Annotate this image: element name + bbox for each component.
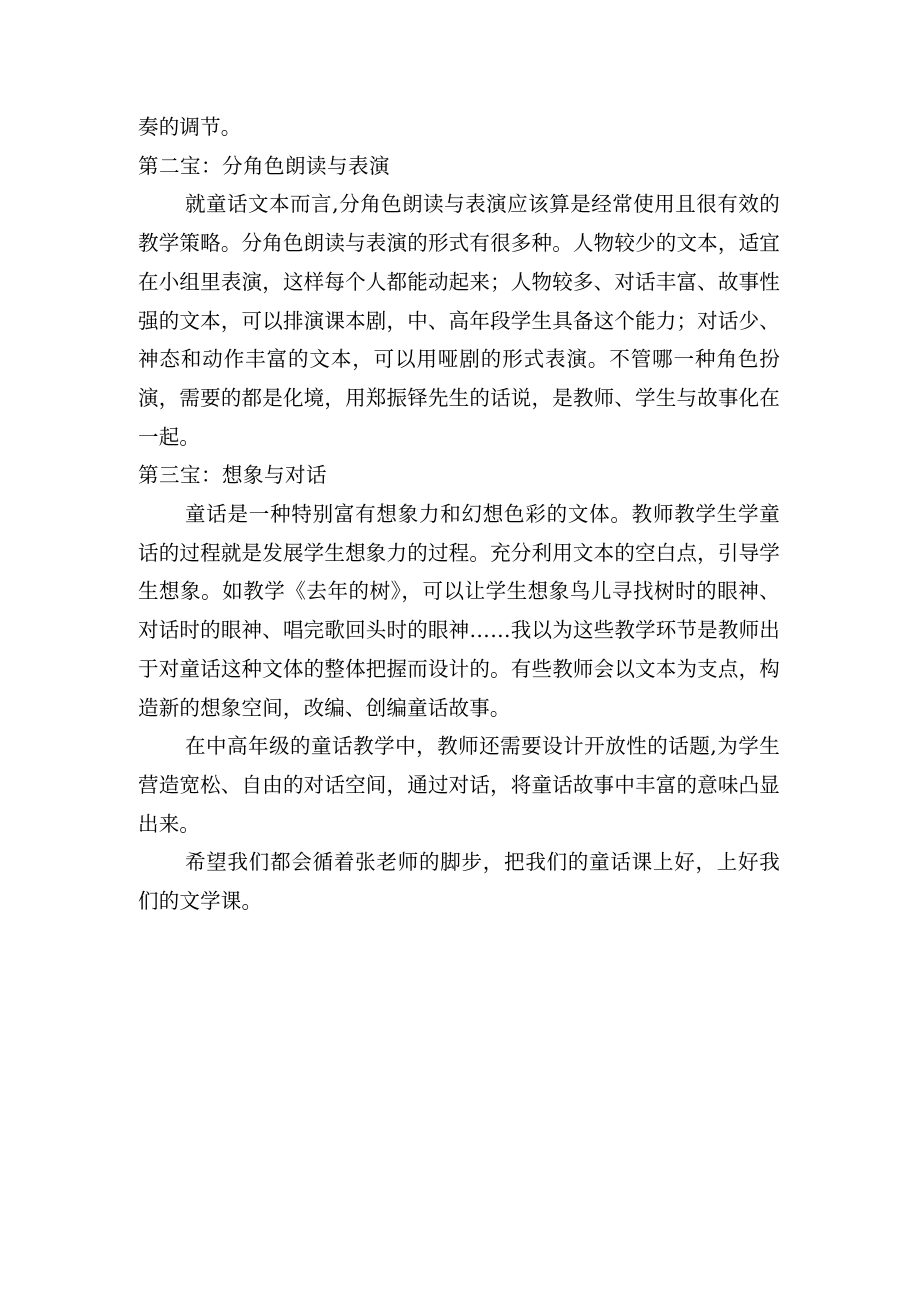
section-heading-imagination: 第三宝：想象与对话 [138,463,327,488]
paragraph-imagination: 童话是一种特别富有想象力和幻想色彩的文体。教师教学生学童话的过程就是发展学生想象力的过程。充分利用文本的空白点，引导学生想象。如教学《去年的树》，可以让学生想象鸟儿寻找树时的眼神、对话时的眼神、唱完歌回头时的眼神……我以为这些教学环节是教师出于对童话这种文体的整体把握而设计的。有些教师会以文本为支点，构造新的想象空间，改编、创编童话故事。 [138,502,780,720]
paragraph-continuation: 奏的调节。 [138,115,242,139]
paragraph-dialogue: 在中高年级的童话教学中，教师还需要设计开放性的话题,为学生营造宽松、自由的对话空间，通过对话，将童话故事中丰富的意味凸显出来。 [138,734,780,836]
paragraph-closing: 希望我们都会循着张老师的脚步，把我们的童话课上好，上好我们的文学课。 [138,850,780,914]
section-heading-role-play: 第二宝：分角色朗读与表演 [138,153,390,178]
document-page [138,108,780,921]
paragraph-role-play: 就童话文本而言,分角色朗读与表演应该算是经常使用且很有效的教学策略。分角色朗读与表演的形式有很多种。人物较少的文本，适宜在小组里表演，这样每个人都能动起来；人物较多、对话丰富、故事性强的文本，可以排演课本剧，中、高年段学生具备这个能力；对话少、神态和动作丰富的文本，可以用哑剧的形式表演。不管哪一种角色扮演，需要的都是化境，用郑振铎先生的话说，是教师、学生与故事化在一起。 [138,192,780,449]
